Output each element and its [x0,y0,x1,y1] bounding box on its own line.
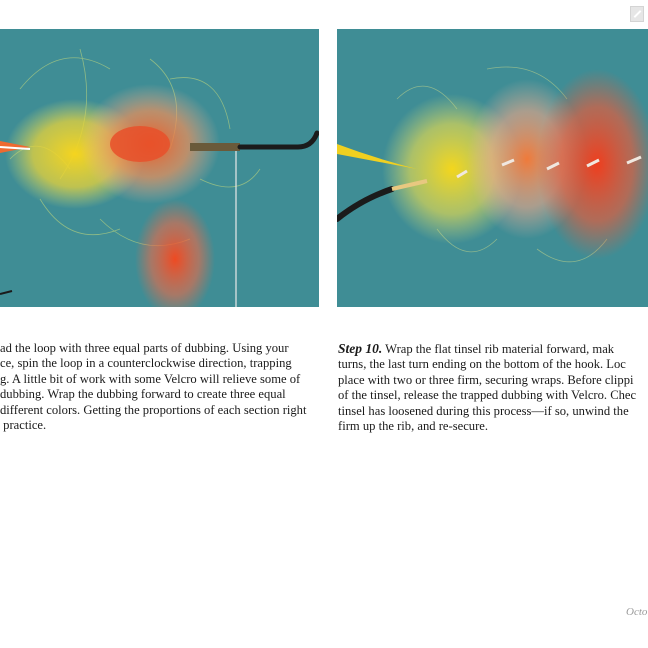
caption-line: different colors. Getting the proportions of each section right [0,402,307,417]
caption-line: ce, spin the loop in a counterclockwise direction, trapping [0,356,292,371]
photo-step-9 [0,29,319,307]
caption-line: practice. [0,418,47,433]
photo-step-10 [337,29,648,307]
caption-line: tinsel has loosened during this process—if so, unwind the [338,403,629,418]
page-curl-icon[interactable] [630,6,644,22]
caption-line: dubbing. Wrap the dubbing forward to create three equal [0,387,286,402]
caption-line-rest: Wrap the flat tinsel rib material forward, mak [382,342,615,356]
caption-line: ad the loop with three equal parts of dubbing. Using your [0,341,289,355]
running-footer: Octo [626,606,648,618]
caption-line: firm up the rib, and re-secure. [338,419,489,434]
caption-first-line [338,341,648,357]
caption-line: turns, the last turn ending on the bottom of the hook. Loc [338,357,626,372]
caption-step-9 [0,341,322,433]
photo-step-9-illustration [0,29,319,307]
caption-line: of the tinsel, release the trapped dubbing with Velcro. Chec [338,388,637,403]
caption-line: place with two or three firm, securing wraps. Before clippi [338,372,634,387]
caption-step-10 [338,341,648,434]
step-label: Step 10. [338,341,383,356]
photo-step-10-illustration [337,29,648,307]
caption-line: g. A little bit of work with some Velcro will relieve some of [0,371,301,386]
